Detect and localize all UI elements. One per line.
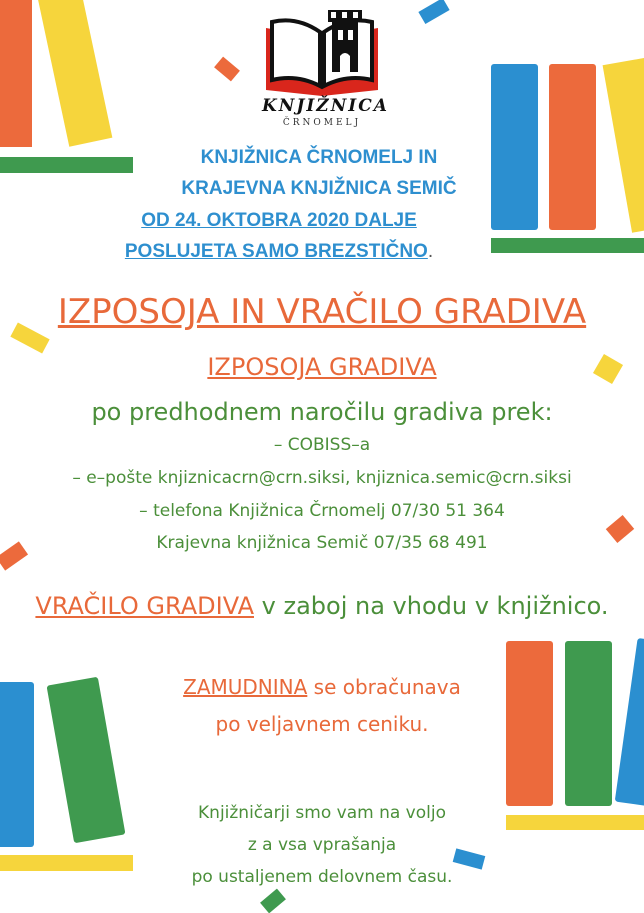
loan-item-phone: – telefona Knjižnica Črnomelj 07/30 51 364 bbox=[139, 501, 505, 521]
shelf-left-green bbox=[0, 157, 133, 173]
confetti-green-1 bbox=[260, 889, 286, 913]
book-right-orange bbox=[549, 64, 596, 230]
footer-line-3: po ustaljenem delovnem času. bbox=[191, 867, 453, 887]
main-title: IZPOSOJA IN VRAČILO GRADIVA bbox=[57, 292, 587, 332]
return-text: v zaboj na vhodu v knjižnico. bbox=[261, 592, 609, 620]
loan-item-cobiss: – COBISS–a bbox=[273, 435, 371, 455]
logo-name: KNJIŽNICA bbox=[262, 96, 389, 116]
book-right-yellow bbox=[603, 57, 644, 232]
loan-intro: po predhodnem naročilu gradiva prek: bbox=[91, 398, 553, 426]
header-line-2: KRAJEVNA KNJIŽNICA SEMIČ bbox=[181, 178, 457, 199]
return-line bbox=[0, 592, 644, 620]
late-fee-line-1 bbox=[0, 675, 644, 699]
footer-line-1: Knjižničarji smo vam na voljo bbox=[198, 803, 446, 823]
library-logo bbox=[262, 8, 389, 130]
book-left-orange bbox=[0, 0, 32, 147]
logo-place: ČRNOMELJ bbox=[282, 118, 362, 128]
return-heading: VRAČILO GRADIVA bbox=[35, 592, 254, 620]
late-fee-heading: ZAMUDNINA bbox=[183, 675, 308, 699]
footer-line-2: z a vsa vprašanja bbox=[247, 835, 397, 855]
header-line-4-text: POSLUJETA SAMO BREZSTIČNO bbox=[124, 241, 428, 262]
book-tower-icon bbox=[262, 8, 382, 96]
late-fee-text-1: se obračunava bbox=[313, 675, 461, 699]
confetti-blue-1 bbox=[418, 0, 449, 24]
header-line-3: OD 24. OKTOBRA 2020 DALJE bbox=[141, 210, 417, 231]
shelf-right-green bbox=[491, 238, 644, 253]
late-fee-line-2: po veljavnem ceniku. bbox=[215, 712, 429, 736]
book-left-yellow bbox=[36, 0, 113, 147]
loan-heading: IZPOSOJA GRADIVA bbox=[207, 353, 437, 381]
header-line-4 bbox=[94, 241, 464, 263]
header-line-4-period: . bbox=[427, 241, 434, 262]
header-line-1: KNJIŽNICA ČRNOMELJ IN bbox=[200, 147, 438, 168]
loan-item-semic: Krajevna knjižnica Semič 07/35 68 491 bbox=[156, 533, 488, 553]
confetti-orange-1 bbox=[214, 57, 240, 82]
loan-item-email: – e–pošte knjiznicacrn@crn.siksi, knjiznica.semic@crn.siksi bbox=[72, 468, 572, 488]
